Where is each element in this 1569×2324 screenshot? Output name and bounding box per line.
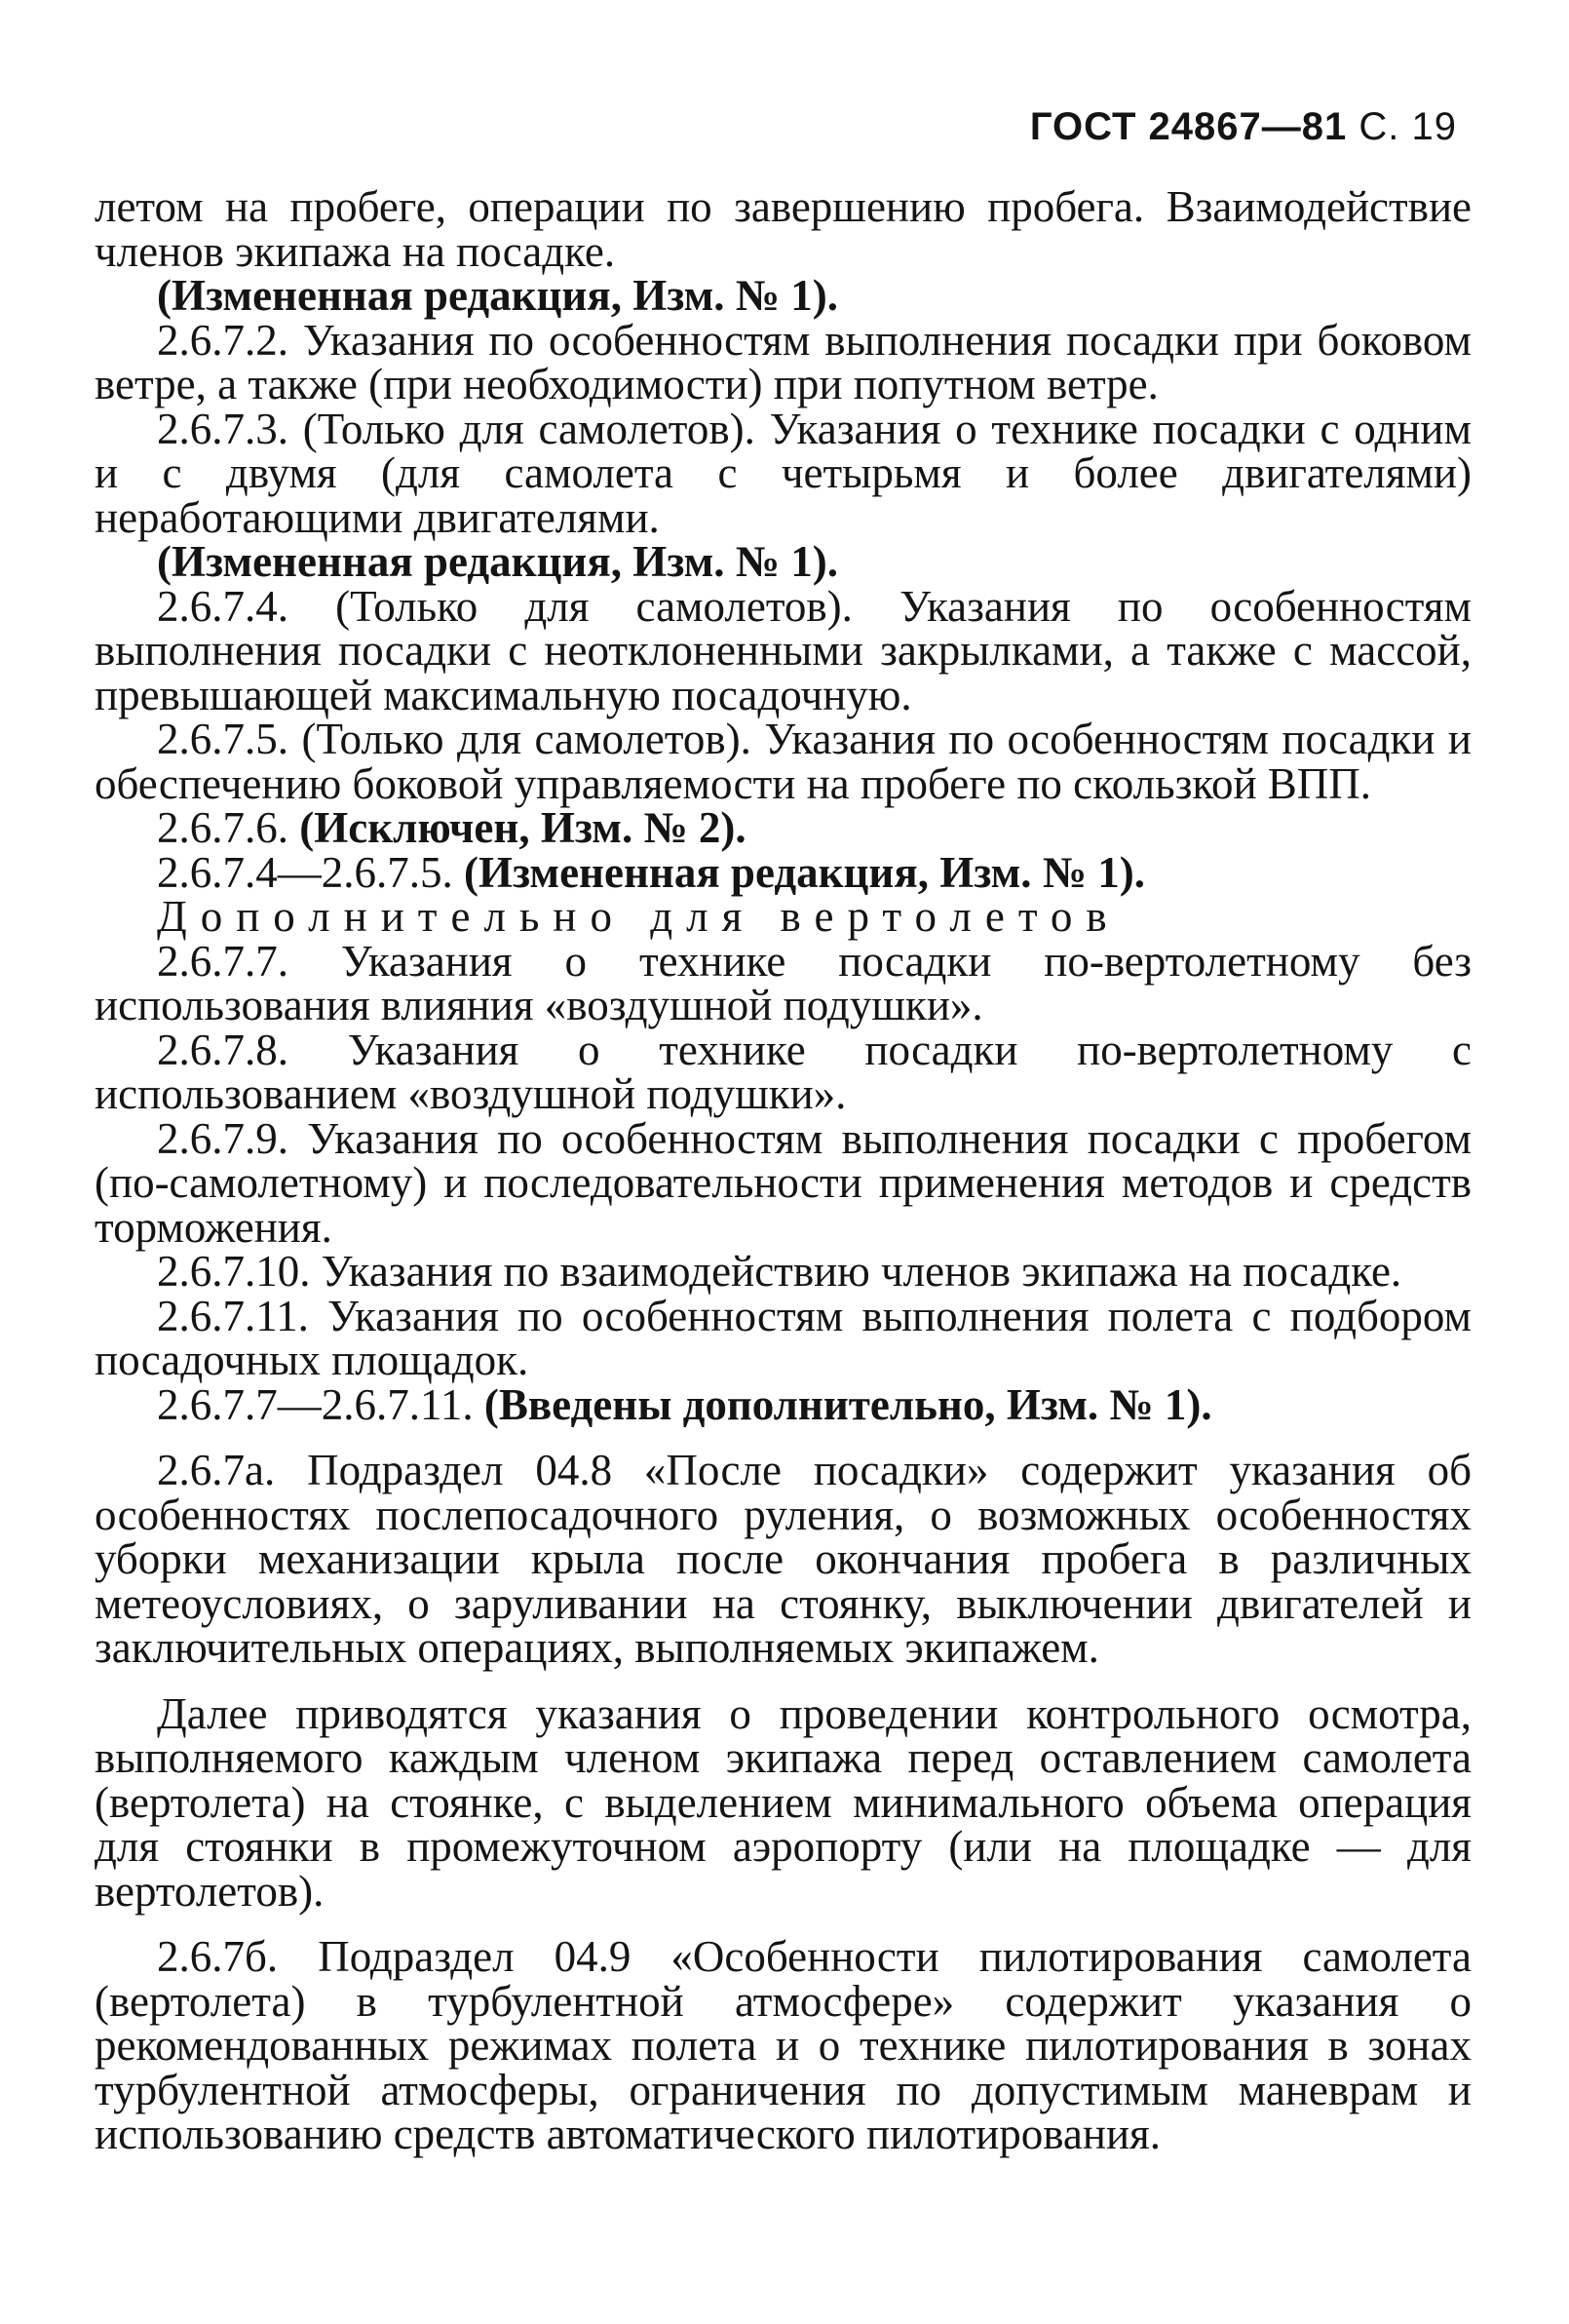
standard-number: ГОСТ 24867—81 bbox=[1029, 105, 1348, 148]
amendment-note: (Измененная редакция, Изм. № 1). bbox=[157, 537, 839, 586]
paragraph bbox=[95, 847, 1472, 897]
amendment-note: (Измененная редакция, Изм. № 1). bbox=[464, 847, 1146, 897]
clause-number: 2.6.7.4—2.6.7.5. bbox=[157, 847, 453, 897]
paragraph: 2.6.7.4. (Только для самолетов). Указания по особенностям выполнения посадки с неотклоненными закрылками, а также с массой, превышающей максимальную посадочную. bbox=[95, 581, 1472, 719]
amendment-note: (Измененная редакция, Изм. № 1). bbox=[157, 271, 839, 320]
paragraph: 2.6.7а. Подраздел 04.8 «После посадки» содержит указания об особенностях послепосадочного руления, о возможных особенностях уборки механизации крыла после окончания пробега в различных метеоусловиях, о заруливании на стоянку, выключении двигателей и заключительных операциях, выполняемых экипажем. bbox=[95, 1446, 1472, 1672]
amendment-note: (Введены дополнительно, Изм. № 1). bbox=[483, 1379, 1212, 1429]
paragraph: 2.6.7.7. Указания о технике посадки по-вертолетному без использования влияния «воздушной подушки». bbox=[95, 936, 1472, 1029]
paragraph: 2.6.7.3. (Только для самолетов). Указания о технике посадки с одним и с двумя (для самолета с четырьмя и более двигателями) неработающими двигателями. bbox=[95, 404, 1472, 542]
paragraph bbox=[95, 803, 1472, 852]
clause-number: 2.6.7.6. bbox=[157, 803, 288, 852]
paragraph: 2.6.7.8. Указания о технике посадки по-вертолетному с использованием «воздушной подушки». bbox=[95, 1025, 1472, 1118]
paragraph: 2.6.7.11. Указания по особенностям выполнения полета с подбором посадочных площадок. bbox=[95, 1291, 1472, 1384]
paragraph: летом на пробеге, операции по завершению пробега. Взаимодействие членов экипажа на посадке. bbox=[95, 182, 1472, 276]
clause-number: 2.6.7.7—2.6.7.11. bbox=[157, 1379, 474, 1429]
paragraph: Далее приводятся указания о проведении контрольного осмотра, выполняемого каждым членом экипажа перед оставлением самолета (вертолета) на стоянке, с выделением минимального объема операция для стоянки в промежуточном аэропорту (или на площадке — для вертолетов). bbox=[95, 1688, 1472, 1916]
document-body bbox=[95, 182, 1472, 2158]
amendment-note: (Исключен, Изм. № 2). bbox=[299, 803, 746, 852]
page-number: С. 19 bbox=[1359, 105, 1457, 148]
paragraph: 2.6.7.10. Указания по взаимодействию членов экипажа на посадке. bbox=[157, 1247, 1402, 1296]
section-subheading: Дополнительно для вертолетов bbox=[157, 892, 1121, 941]
paragraph bbox=[95, 1379, 1472, 1429]
paragraph: 2.6.7.2. Указания по особенностям выполнения посадки при боковом ветре, а также (при необходимости) при попутном ветре. bbox=[95, 315, 1472, 408]
paragraph: 2.6.7б. Подраздел 04.9 «Особенности пилотирования самолета (вертолета) в турбулентной атмосфере» содержит указания о рекомендованных режимах полета и о технике пилотирования в зонах турбулентной атмосферы, ограничения по допустимым маневрам и использованию средств автоматического пилотирования. bbox=[95, 1932, 1472, 2158]
paragraph: 2.6.7.5. (Только для самолетов). Указания по особенностям посадки и обеспечению боковой управляемости на пробеге по скользкой ВПП. bbox=[95, 715, 1472, 808]
page-header bbox=[1030, 105, 1457, 149]
paragraph: 2.6.7.9. Указания по особенностям выполнения посадки с пробегом (по-самолетному) и последовательности применения методов и средств торможения. bbox=[95, 1113, 1472, 1252]
